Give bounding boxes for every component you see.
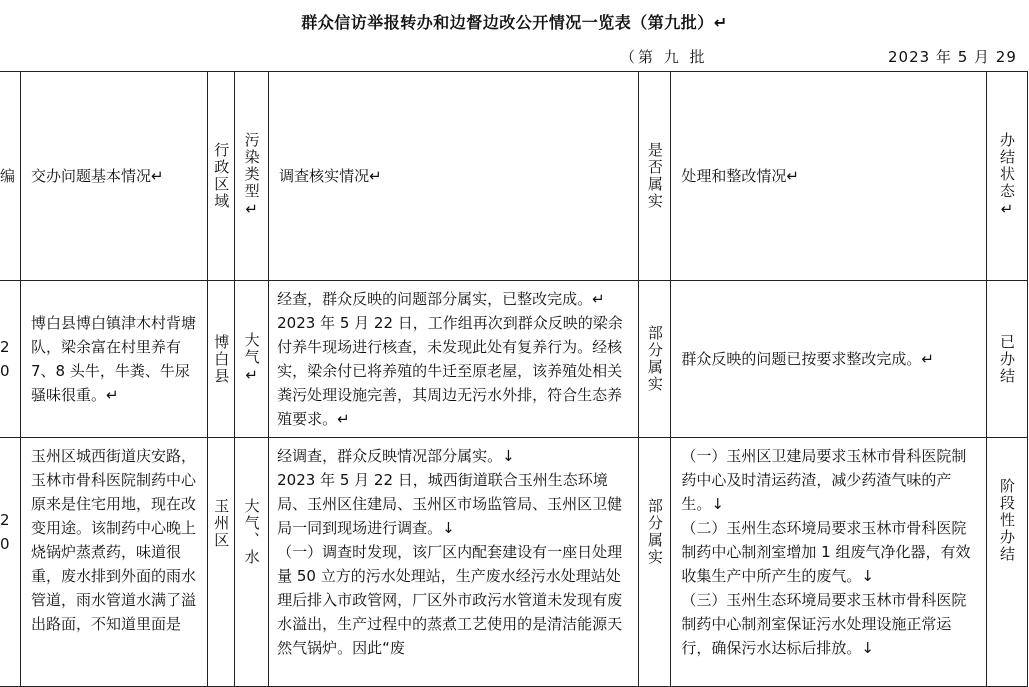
row-status: 已办结	[987, 281, 1028, 438]
header-status: 办结状态↵	[987, 72, 1028, 281]
row-investigation: 经查，群众反映的问题部分属实，已整改完成。↵ 2023 年 5 月 22 日，工作组再次到群众反映的梁余付养牛现场进行核查，未发现此处有复养行为。经核实，梁余付已将养殖的牛迁至原老屋，该养殖处相关粪污处理设施完善，其周边无污水外排，符合生态养殖要求。↵	[269, 281, 639, 438]
table-row	[0, 281, 1028, 438]
row-status: 阶段性办结	[987, 438, 1028, 687]
table-row	[0, 438, 1028, 687]
row-problem: 玉州区城西街道庆安路，玉林市骨科医院制药中心原来是住宅用地，现在改变用途。该制药中心晚上烧锅炉蒸煮药，味道很重，废水排到外面的雨水管道，雨水管道水满了溢出路面，不知道里面是	[20, 438, 207, 687]
row-handling: （一）玉州区卫建局要求玉林市骨科医院制药中心及时清运药渣，减少药渣气味的产生。↓ （二）玉州生态环境局要求玉林市骨科医院制药中心制剂室增加 1 组废气净化器，有效收集生产中所产生的废气。↓ （三）玉州生态环境局要求玉林市骨科医院制药中心制剂室保证污水处理设施正常运行，确保污水达标后排放。↓	[671, 438, 987, 687]
header-problem: 交办问题基本情况↵	[20, 72, 207, 281]
header-seq: 编	[0, 72, 20, 281]
row-pollution: 大气、水	[235, 438, 269, 687]
row-verified: 部分属实	[639, 281, 671, 438]
disclosure-table	[0, 71, 1028, 687]
header-verified: 是否属实	[639, 72, 671, 281]
row-handling: 群众反映的问题已按要求整改完成。↵	[671, 281, 987, 438]
row-investigation: 经调查，群众反映情况部分属实。↓ 2023 年 5 月 22 日，城西街道联合玉州生态环境局、玉州区住建局、玉州区市场监管局、玉州区卫健局一同到现场进行调查。↓ （一）调查时发现，该厂区内配套建设有一座日处理量 50 立方的污水处理站，生产废水经污水处理站处理后排入市政管网，厂区外市政污水管道未发现有废水溢出，生产过程中的蒸煮工艺使用的是清洁能源天然气锅炉。因此“废	[269, 438, 639, 687]
header-pollution: 污染类型↵	[235, 72, 269, 281]
header-investigation: 调查核实情况↵	[269, 72, 639, 281]
row-seq: 2 0	[0, 438, 20, 687]
row-verified: 部分属实	[639, 438, 671, 687]
publish-date: 2023 年 5 月 29	[888, 48, 1017, 66]
batch-label: （第 九 批	[620, 48, 708, 66]
row-district: 玉州区	[208, 438, 235, 687]
table-header-row	[0, 72, 1028, 281]
row-district: 博白县	[208, 281, 235, 438]
header-handling: 处理和整改情况↵	[671, 72, 987, 281]
document-title: 群众信访举报转办和边督边改公开情况一览表（第九批）↵	[301, 13, 728, 32]
row-pollution: 大气↵	[235, 281, 269, 438]
header-district: 行政区域	[208, 72, 235, 281]
row-problem: 博白县博白镇津木村背塘队，梁余富在村里养有 7、8 头牛，牛粪、牛尿骚味很重。↵	[20, 281, 207, 438]
row-seq: 2 0	[0, 281, 20, 438]
